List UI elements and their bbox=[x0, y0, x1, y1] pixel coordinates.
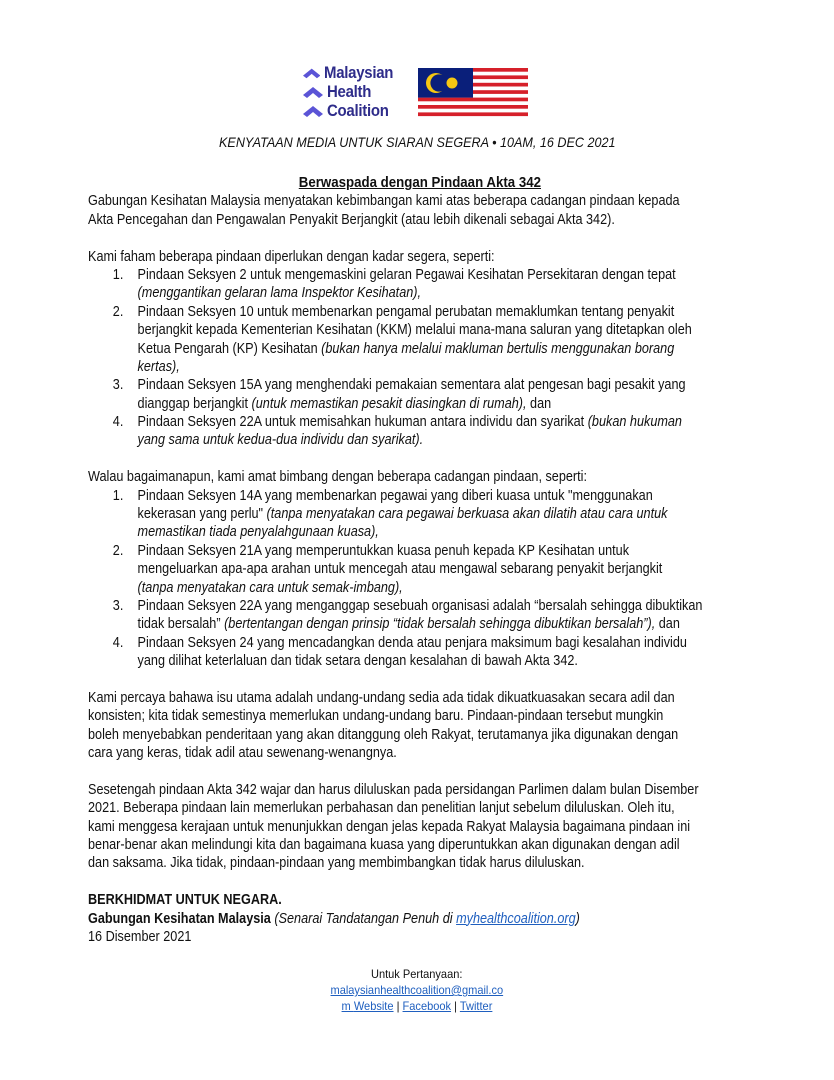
paragraph-line bbox=[88, 928, 814, 946]
list-item-line bbox=[88, 358, 814, 376]
list-number: 2. bbox=[112, 303, 124, 320]
paragraph-line bbox=[88, 891, 814, 909]
chevron-logo-icon bbox=[303, 104, 323, 118]
text-segment: (bukan hukuman bbox=[587, 414, 682, 431]
blank-line bbox=[88, 763, 814, 781]
text-segment: 2021. Beberapa pindaan lain memerlukan perbahasan dan penelitian lanjut sebelum diluluskan. Oleh itu, bbox=[88, 800, 675, 817]
list-item-line bbox=[88, 542, 814, 560]
paragraph-line bbox=[88, 726, 814, 744]
list-item-line bbox=[88, 395, 814, 413]
text-segment: dan bbox=[655, 616, 680, 633]
text-segment: ) bbox=[575, 910, 580, 927]
malaysian-health-coalition-logo bbox=[303, 63, 403, 123]
text-segment: Akta Pencegahan dan Pengawalan Penyakit Berjangkit (atau lebih dikenali sebagai Akta 342). bbox=[88, 211, 615, 228]
text-segment: Pindaan Seksyen 24 yang mencadangkan denda atau penjara maksimum bagi kesalahan individu bbox=[137, 634, 687, 651]
list-number: 4. bbox=[112, 414, 124, 431]
paragraph-line bbox=[88, 744, 814, 762]
website-link[interactable]: myhealthcoalition.org bbox=[456, 910, 576, 927]
text-segment: 16 Disember 2021 bbox=[88, 929, 192, 946]
text-segment: cara yang keras, tidak adil atau sewenang-wenangnya. bbox=[88, 745, 397, 762]
text-segment: tidak bersalah” bbox=[137, 616, 225, 633]
text-segment: (bertentangan dengan prinsip “tidak bersalah sehingga dibuktikan bersalah”), bbox=[224, 616, 656, 633]
text-segment: kami menggesa kerajaan untuk menunjukkan dengan jelas kepada Rakyat Malaysia bagaimana pindaan ini bbox=[88, 818, 691, 835]
text-segment: berjangkit kepada Kementerian Kesihatan (KKM) melalui mana-mana saluran yang ditetapkan oleh bbox=[137, 322, 692, 339]
list-item-line bbox=[88, 652, 814, 670]
text-segment: BERKHIDMAT UNTUK NEGARA. bbox=[88, 892, 282, 909]
contact-footer bbox=[0, 966, 834, 1014]
text-segment: Kami percaya bahawa isu utama adalah undang-undang sedia ada tidak dikuatkuasakan secara adil dan bbox=[88, 689, 675, 706]
list-item-line bbox=[88, 487, 814, 505]
email-link-continued[interactable]: m bbox=[341, 999, 354, 1013]
list-item-line bbox=[88, 634, 814, 652]
text-segment: Pindaan Seksyen 22A untuk memisahkan hukuman antara individu dan syarikat bbox=[137, 414, 588, 431]
blank-line bbox=[88, 450, 814, 468]
twitter-link[interactable]: Twitter bbox=[459, 999, 493, 1013]
text-segment: konsisten; kita tidak semestinya memerlukan undang-undang baru. Pindaan-pindaan tersebut mungkin bbox=[88, 708, 664, 725]
paragraph-line bbox=[88, 781, 814, 799]
list-item-line bbox=[88, 615, 814, 633]
paragraph-line bbox=[88, 192, 814, 210]
document-heading: Berwaspada dengan Pindaan Akta 342 bbox=[298, 174, 541, 191]
paragraph-line bbox=[88, 818, 814, 836]
text-segment: yang sama untuk kedua-dua individu dan syarikat). bbox=[137, 432, 424, 449]
paragraph-line bbox=[88, 854, 814, 872]
text-segment: mengeluarkan apa-apa arahan untuk mencegah atau mengawal sebarang penyakit berjangkit bbox=[137, 561, 663, 578]
list-item-line bbox=[88, 321, 814, 339]
text-segment: kertas), bbox=[137, 358, 180, 375]
list-item-line bbox=[88, 560, 814, 578]
logo-text-line: Coalition bbox=[327, 100, 389, 120]
chevron-logo-icon bbox=[303, 66, 320, 80]
text-segment: Pindaan Seksyen 22A yang menganggap sesebuah organisasi adalah “bersalah sehingga dibuktikan bbox=[137, 597, 703, 614]
chevron-logo-icon bbox=[303, 85, 323, 99]
website-link[interactable]: Website bbox=[353, 999, 394, 1013]
text-segment: Gabungan Kesihatan Malaysia bbox=[88, 910, 271, 927]
list-number: 3. bbox=[112, 597, 124, 614]
list-item-line bbox=[88, 303, 814, 321]
text-segment: Pindaan Seksyen 10 untuk membenarkan pengamal perubatan memaklumkan tentang penyakit bbox=[137, 303, 675, 320]
list-item-line bbox=[88, 266, 814, 284]
separator: | bbox=[454, 999, 458, 1013]
paragraph-line bbox=[88, 836, 814, 854]
list-number: 3. bbox=[112, 377, 124, 394]
email-link[interactable]: malaysianhealthcoalition@gmail.co bbox=[330, 983, 504, 997]
text-segment: Pindaan Seksyen 21A yang memperuntukkan kuasa penuh kepada KP Kesihatan untuk bbox=[137, 542, 630, 559]
text-segment: memastikan tiada penyalahgunaan kuasa), bbox=[137, 524, 379, 541]
list-number: 4. bbox=[112, 634, 124, 651]
text-segment: Pindaan Seksyen 15A yang menghendaki pemakaian sementara alat pengesan bagi pesakit yang bbox=[137, 377, 686, 394]
text-segment: Sesetengah pindaan Akta 342 wajar dan harus diluluskan pada persidangan Parlimen dalam bulan Disember bbox=[88, 781, 699, 798]
list-number: 1. bbox=[112, 487, 124, 504]
text-segment: Kami faham beberapa pindaan diperlukan dengan kadar segera, seperti: bbox=[88, 248, 495, 265]
logo-text-line: Malaysian bbox=[324, 62, 394, 82]
text-segment: (bukan hanya melalui makluman bertulis menggunakan borang bbox=[321, 340, 675, 357]
list-item-line bbox=[88, 523, 814, 541]
text-segment: (tanpa menyatakan cara pegawai berkuasa akan dilatih atau cara untuk bbox=[266, 506, 668, 523]
list-item-line bbox=[88, 431, 814, 449]
paragraph-line bbox=[88, 211, 814, 229]
paragraph-line bbox=[88, 910, 814, 928]
text-segment: Walau bagaimanapun, kami amat bimbang dengan beberapa cadangan pindaan, seperti: bbox=[88, 469, 587, 486]
list-item-line bbox=[88, 579, 814, 597]
paragraph-line bbox=[88, 248, 814, 266]
text-segment: (untuk memastikan pesakit diasingkan di rumah), bbox=[251, 395, 527, 412]
text-segment: yang dilihat keterlaluan dan tidak setara dengan kesalahan di bawah Akta 342. bbox=[137, 653, 578, 670]
text-segment: Pindaan Seksyen 14A yang membenarkan pegawai yang diberi kuasa untuk "menggunakan bbox=[137, 487, 653, 504]
logo-text-line: Health bbox=[327, 81, 372, 101]
paragraph-line bbox=[88, 468, 814, 486]
tagline-text: KENYATAAN MEDIA UNTUK SIARAN SEGERA • 10AM, 16 DEC 2021 bbox=[218, 134, 616, 150]
text-segment: dan bbox=[526, 395, 552, 412]
list-item-line bbox=[88, 376, 814, 394]
list-item-line bbox=[88, 340, 814, 358]
document-body bbox=[88, 174, 814, 946]
contact-label: Untuk Pertanyaan: bbox=[371, 967, 463, 981]
press-release-tagline bbox=[0, 134, 834, 150]
text-segment: (menggantikan gelaran lama Inspektor Kesihatan), bbox=[137, 285, 422, 302]
malaysia-flag-icon bbox=[418, 68, 528, 120]
text-segment: Ketua Pengarah (KP) Kesihatan bbox=[137, 340, 322, 357]
blank-line bbox=[88, 671, 814, 689]
list-number: 1. bbox=[112, 266, 124, 283]
list-item-line bbox=[88, 413, 814, 431]
list-item-line bbox=[88, 597, 814, 615]
text-segment: kekerasan yang perlu" bbox=[137, 506, 267, 523]
list-item-line bbox=[88, 505, 814, 523]
list-item-line bbox=[88, 284, 814, 302]
blank-line bbox=[88, 229, 814, 247]
list-number: 2. bbox=[112, 542, 124, 559]
paragraph-line bbox=[88, 707, 814, 725]
paragraph-line bbox=[88, 799, 814, 817]
text-segment: (tanpa menyatakan cara untuk semak-imbang), bbox=[137, 579, 403, 596]
separator: | bbox=[396, 999, 400, 1013]
paragraph-line bbox=[88, 689, 814, 707]
text-segment: Pindaan Seksyen 2 untuk mengemaskini gelaran Pegawai Kesihatan Persekitaran dengan tepat bbox=[137, 266, 676, 283]
blank-line bbox=[88, 873, 814, 891]
text-segment: (Senarai Tandatangan Penuh di bbox=[270, 910, 457, 927]
text-segment: dan saksama. Jika tidak, pindaan-pindaan yang membimbangkan tidak harus diluluskan. bbox=[88, 855, 585, 872]
text-segment: dianggap berjangkit bbox=[137, 395, 252, 412]
text-segment: boleh menyebabkan penderitaan yang akan ditanggung oleh Rakyat, terutamanya jika digunakan dengan bbox=[88, 726, 679, 743]
facebook-link[interactable]: Facebook bbox=[402, 999, 452, 1013]
text-segment: benar-benar akan melindungi kita dan bagaimana kuasa yang diperuntukkan akan digunakan dengan adil bbox=[88, 837, 680, 854]
text-segment: Gabungan Kesihatan Malaysia menyatakan kebimbangan kami atas beberapa cadangan pindaan kepada bbox=[88, 193, 680, 210]
